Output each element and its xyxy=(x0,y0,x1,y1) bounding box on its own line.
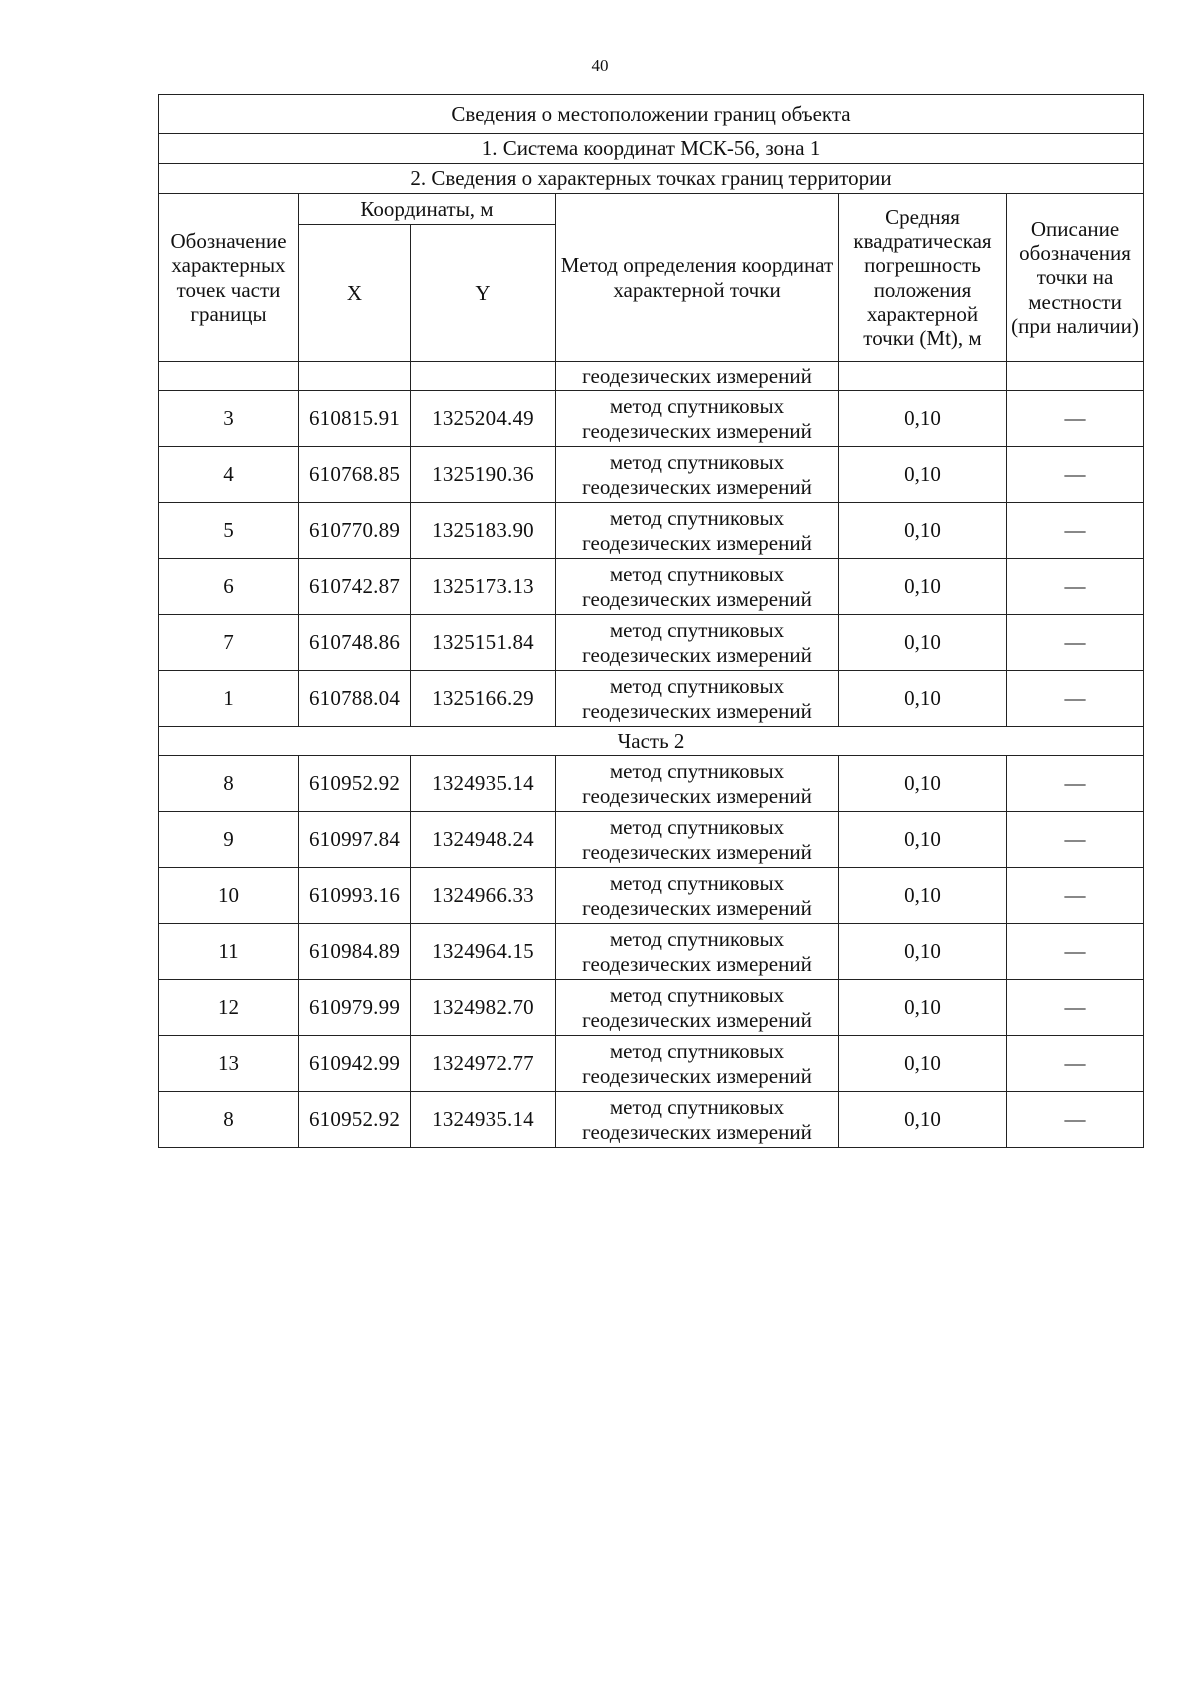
empty-cell xyxy=(299,362,411,391)
y-coordinate-cell: 1324948.24 xyxy=(411,812,556,868)
method-line-1: метод спутниковых xyxy=(609,618,785,643)
y-coordinate-cell: 1325204.49 xyxy=(411,391,556,447)
x-coordinate-cell: 610742.87 xyxy=(299,559,411,615)
accuracy-cell: 0,10 xyxy=(839,559,1007,615)
description-cell: — xyxy=(1007,812,1144,868)
method-line-1: метод спутниковых xyxy=(609,450,785,475)
method-line-2: геодезических измерений xyxy=(582,1119,812,1144)
y-coordinate-cell: 1324966.33 xyxy=(411,868,556,924)
method-cell xyxy=(556,924,839,980)
point-cell: 13 xyxy=(159,1036,299,1092)
point-cell: 9 xyxy=(159,812,299,868)
method-cell xyxy=(556,391,839,447)
method-line-2: геодезических измерений xyxy=(582,783,812,808)
method-cell xyxy=(556,503,839,559)
table-row xyxy=(159,1092,1144,1148)
y-coordinate-cell: 1324972.77 xyxy=(411,1036,556,1092)
point-cell: 5 xyxy=(159,503,299,559)
description-cell: — xyxy=(1007,1092,1144,1148)
method-line-2: геодезических измерений xyxy=(582,895,812,920)
x-coordinate-cell: 610993.16 xyxy=(299,868,411,924)
empty-cell xyxy=(1007,362,1144,391)
method-line-2: геодезических измерений xyxy=(582,698,812,723)
method-cell xyxy=(556,671,839,727)
accuracy-cell: 0,10 xyxy=(839,671,1007,727)
y-coordinate-cell: 1325173.13 xyxy=(411,559,556,615)
accuracy-cell: 0,10 xyxy=(839,447,1007,503)
header-accuracy: Средняя квадратическая погрешность положения характерной точки (Mt), м xyxy=(839,194,1007,362)
table-row xyxy=(159,671,1144,727)
description-cell: — xyxy=(1007,447,1144,503)
table-row xyxy=(159,924,1144,980)
points-info: 2. Сведения о характерных точках границ территории xyxy=(159,164,1144,194)
accuracy-cell: 0,10 xyxy=(839,391,1007,447)
x-coordinate-cell: 610997.84 xyxy=(299,812,411,868)
header-x: X xyxy=(299,225,411,362)
point-cell: 12 xyxy=(159,980,299,1036)
accuracy-cell: 0,10 xyxy=(839,868,1007,924)
header-description: Описание обозначения точки на местности (при наличии) xyxy=(1007,194,1144,362)
description-cell: — xyxy=(1007,615,1144,671)
table-row xyxy=(159,812,1144,868)
method-line-1: метод спутниковых xyxy=(609,562,785,587)
point-cell: 4 xyxy=(159,447,299,503)
description-cell: — xyxy=(1007,756,1144,812)
point-cell: 8 xyxy=(159,756,299,812)
method-line-2: геодезических измерений xyxy=(582,1007,812,1032)
description-cell: — xyxy=(1007,1036,1144,1092)
table-row xyxy=(159,980,1144,1036)
header-coordinates: Координаты, м xyxy=(299,194,556,225)
method-line-1: метод спутниковых xyxy=(609,1095,785,1120)
method-cell xyxy=(556,1092,839,1148)
y-coordinate-cell: 1324982.70 xyxy=(411,980,556,1036)
point-cell: 3 xyxy=(159,391,299,447)
empty-cell xyxy=(159,362,299,391)
part2-label: Часть 2 xyxy=(159,727,1144,756)
x-coordinate-cell: 610815.91 xyxy=(299,391,411,447)
y-coordinate-cell: 1325166.29 xyxy=(411,671,556,727)
description-cell: — xyxy=(1007,503,1144,559)
y-coordinate-cell: 1324964.15 xyxy=(411,924,556,980)
table-row xyxy=(159,447,1144,503)
table-title: Сведения о местоположении границ объекта xyxy=(159,95,1144,134)
description-cell: — xyxy=(1007,559,1144,615)
point-cell: 1 xyxy=(159,671,299,727)
y-coordinate-cell: 1324935.14 xyxy=(411,1092,556,1148)
method-cell xyxy=(556,447,839,503)
point-cell: 6 xyxy=(159,559,299,615)
page-number: 40 xyxy=(591,56,609,75)
accuracy-cell: 0,10 xyxy=(839,1036,1007,1092)
method-line-1: метод спутниковых xyxy=(609,506,785,531)
x-coordinate-cell: 610770.89 xyxy=(299,503,411,559)
y-coordinate-cell: 1325190.36 xyxy=(411,447,556,503)
continuation-method: геодезических измерений xyxy=(556,362,839,391)
point-cell: 10 xyxy=(159,868,299,924)
table-row xyxy=(159,868,1144,924)
header-method: Метод определения координат характерной точки xyxy=(556,194,839,362)
method-line-2: геодезических измерений xyxy=(582,418,812,443)
method-line-1: метод спутниковых xyxy=(609,394,785,419)
method-line-1: метод спутниковых xyxy=(609,871,785,896)
method-line-2: геодезических измерений xyxy=(582,1063,812,1088)
method-line-2: геодезических измерений xyxy=(582,951,812,976)
empty-cell xyxy=(411,362,556,391)
point-cell: 8 xyxy=(159,1092,299,1148)
method-line-1: метод спутниковых xyxy=(609,927,785,952)
x-coordinate-cell: 610952.92 xyxy=(299,1092,411,1148)
table-row xyxy=(159,503,1144,559)
point-cell: 11 xyxy=(159,924,299,980)
point-cell: 7 xyxy=(159,615,299,671)
method-line-1: метод спутниковых xyxy=(609,815,785,840)
method-cell xyxy=(556,1036,839,1092)
method-line-2: геодезических измерений xyxy=(582,530,812,555)
y-coordinate-cell: 1325151.84 xyxy=(411,615,556,671)
method-cell xyxy=(556,615,839,671)
method-line-2: геодезических измерений xyxy=(582,642,812,667)
description-cell: — xyxy=(1007,671,1144,727)
method-line-1: метод спутниковых xyxy=(609,983,785,1008)
table-row xyxy=(159,391,1144,447)
accuracy-cell: 0,10 xyxy=(839,756,1007,812)
accuracy-cell: 0,10 xyxy=(839,924,1007,980)
continuation-row xyxy=(159,362,1144,391)
x-coordinate-cell: 610984.89 xyxy=(299,924,411,980)
method-cell xyxy=(556,980,839,1036)
method-cell xyxy=(556,868,839,924)
empty-cell xyxy=(839,362,1007,391)
description-cell: — xyxy=(1007,868,1144,924)
method-line-2: геодезических измерений xyxy=(582,839,812,864)
method-cell xyxy=(556,812,839,868)
accuracy-cell: 0,10 xyxy=(839,980,1007,1036)
method-line-1: метод спутниковых xyxy=(609,674,785,699)
method-cell xyxy=(556,559,839,615)
method-cell xyxy=(556,756,839,812)
coordinate-system: 1. Система координат МСК-56, зона 1 xyxy=(159,134,1144,164)
description-cell: — xyxy=(1007,391,1144,447)
method-line-2: геодезических измерений xyxy=(582,474,812,499)
accuracy-cell: 0,10 xyxy=(839,1092,1007,1148)
method-line-1: метод спутниковых xyxy=(609,1039,785,1064)
x-coordinate-cell: 610942.99 xyxy=(299,1036,411,1092)
table-row xyxy=(159,756,1144,812)
header-designation: Обозначение характерных точек части границы xyxy=(159,194,299,362)
y-coordinate-cell: 1324935.14 xyxy=(411,756,556,812)
table-row xyxy=(159,615,1144,671)
accuracy-cell: 0,10 xyxy=(839,503,1007,559)
table-row xyxy=(159,1036,1144,1092)
boundary-table xyxy=(158,94,1144,1148)
x-coordinate-cell: 610979.99 xyxy=(299,980,411,1036)
header-y: Y xyxy=(411,225,556,362)
description-cell: — xyxy=(1007,924,1144,980)
table-row xyxy=(159,559,1144,615)
method-line-2: геодезических измерений xyxy=(582,586,812,611)
x-coordinate-cell: 610788.04 xyxy=(299,671,411,727)
x-coordinate-cell: 610748.86 xyxy=(299,615,411,671)
description-cell: — xyxy=(1007,980,1144,1036)
accuracy-cell: 0,10 xyxy=(839,615,1007,671)
method-line-1: метод спутниковых xyxy=(609,759,785,784)
y-coordinate-cell: 1325183.90 xyxy=(411,503,556,559)
x-coordinate-cell: 610768.85 xyxy=(299,447,411,503)
accuracy-cell: 0,10 xyxy=(839,812,1007,868)
x-coordinate-cell: 610952.92 xyxy=(299,756,411,812)
